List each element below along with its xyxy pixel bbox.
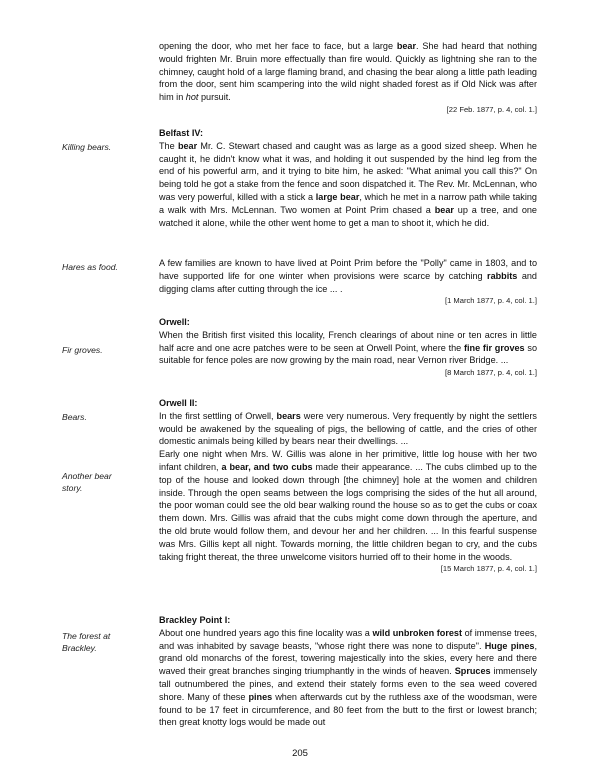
- citation: [15 March 1877, p. 4, col. 1.]: [440, 564, 537, 574]
- bold-text: bear: [396, 41, 417, 51]
- hares-section: [159, 257, 537, 306]
- margin-note-bears: Bears.: [62, 412, 87, 422]
- bold-text: a bear, and two cubs: [221, 461, 313, 472]
- bold-text: Spruces: [454, 666, 491, 677]
- bold-text: wild unbroken forest: [372, 627, 463, 638]
- belfast-section: [159, 127, 537, 229]
- bold-text: bears: [276, 410, 301, 421]
- margin-note-fir-groves: Fir groves.: [62, 345, 103, 355]
- italic-text: hot: [185, 92, 199, 103]
- text: When the British first visited this locality, French clearings of about nine or ten acres in little half acre and one acre patches were to be seen at Orwell Point, where the: [159, 329, 537, 353]
- margin-note-forest-brackley: The forest at Brackley.: [62, 631, 111, 654]
- section-heading: Belfast IV:: [159, 128, 203, 138]
- text: pursuit.: [198, 92, 231, 103]
- text: and digging clams after cutting through the ice ... .: [159, 270, 537, 294]
- orwell-ii-section: [159, 397, 537, 574]
- bold-text: bear: [434, 204, 454, 215]
- paragraph: [159, 410, 537, 448]
- bold-text: large bear: [315, 191, 360, 202]
- text: A few families are known to have lived at Point Prim before the "Polly" came in 1803, and to have supported life for one winter when provisions were scarce by catching: [159, 258, 537, 281]
- margin-note-killing-bears: Killing bears.: [62, 142, 112, 152]
- section-heading: Orwell II:: [159, 398, 198, 408]
- citation: [1 March 1877, p. 4, col. 1.]: [444, 296, 537, 306]
- section-heading: Brackley Point I:: [159, 615, 231, 625]
- text: Early one night when Mrs. W. Gillis was alone in her primitive, little log house with her two infant children,: [159, 449, 537, 472]
- text: In the first settling of Orwell,: [159, 410, 277, 421]
- text: , grand old monarchs of the forest, towering majestically into the skies, every here and there waved their great branches singing triumphantly in the winds of heaven.: [159, 640, 537, 677]
- bold-text: Huge pines: [484, 640, 535, 651]
- margin-note-another-bear-story: Another bear story.: [62, 471, 112, 494]
- text: of immense trees, and was inhabited by savage beasts, "whose right there was none to dispute".: [159, 627, 537, 651]
- intro-paragraph: [159, 40, 537, 115]
- paragraph: [159, 448, 537, 563]
- bold-text: pines: [248, 691, 273, 702]
- text: up a tree, and one watched it alone, while the other went home to get a man to shoot it, which he did.: [159, 204, 537, 228]
- bold-text: bear: [177, 140, 198, 151]
- orwell-section: [159, 316, 537, 380]
- brackley-section: [159, 614, 537, 729]
- text: , which he met in a narrow path while taking a walk with Mrs. McLennan. Two women at Point Prim chased a: [159, 191, 537, 215]
- text: when afterwards cut by the ruthless axe of the woodsman, were found to be 17 feet in circumference, and 80 feet from the butt to the first or lowest branch; then great knotty logs would be made out: [159, 691, 538, 728]
- text: Mr. C. Stewart chased and caught was as large as a good sized sheep. When he caught it, he didn't know what it was, and holding it out suspended by the hind leg from the end of his powerful arm, and it trying to bite him, he asked: "What animal you call this?" On being told he got a stake from the fence and soon dispatched it. The Rev. Mr. McLennan, who was very powerful, killed with a stick a: [159, 140, 537, 202]
- citation: [22 Feb. 1877, p. 4, col. 1.]: [446, 104, 537, 114]
- page-number: 205: [292, 748, 308, 759]
- text: were very numerous. Very frequently by night the settlers would be awakened by the squealing of pigs, the bellowing of cattle, and the cries of other domestic animals being killed by bears near their dwellings. ...: [159, 410, 537, 447]
- text: opening the door, who met her face to face, but a large: [159, 41, 397, 51]
- citation: [8 March 1877, p. 4, col. 1.]: [444, 368, 537, 378]
- text: so suitable for fence poles are now growing by the main road, near Vernon river Bridge. ...: [159, 342, 538, 366]
- text: immensely tall outnumbered the pines, and extend their stately forms even to the sea weed covered shore. Many of these: [159, 666, 538, 702]
- bold-text: rabbits: [487, 270, 518, 281]
- bold-text: fine fir groves: [463, 342, 525, 353]
- section-heading: Orwell:: [159, 317, 190, 327]
- text: About one hundred years ago this fine locality was a: [159, 627, 373, 638]
- text: The: [159, 140, 178, 151]
- text: made their appearance. ... The cubs climbed up to the top of the house and looked down through [the chimney] hole at the women and children inside. Through the open seams between the logs comprising the sides of the hut all around, the poor woman could see the old bear walking round the house so as to get the cubs or coax them down. Mrs. Gillis was afraid that the cubs might come down through the aperture, and the old brute would follow them, and devour her and her children. ... In this fearful suspense was Mrs. Gillis kept all night. Towards morning, the little children began to cry, and the cubs taking fright thereat, the three unwelcome visitors hurried off to their home in the woods.: [159, 461, 537, 562]
- margin-note-hares: Hares as food.: [62, 262, 118, 272]
- text: . She had heard that nothing would frighten Mr. Bruin more effectually than fire would. Quickly as lightning she ran to the chimney, caught hold of a large flaming brand, and chasing the bear along a little path leading from the door, sent him scampering into the wild night shaded forest as if Old Nick was after him in: [159, 41, 537, 103]
